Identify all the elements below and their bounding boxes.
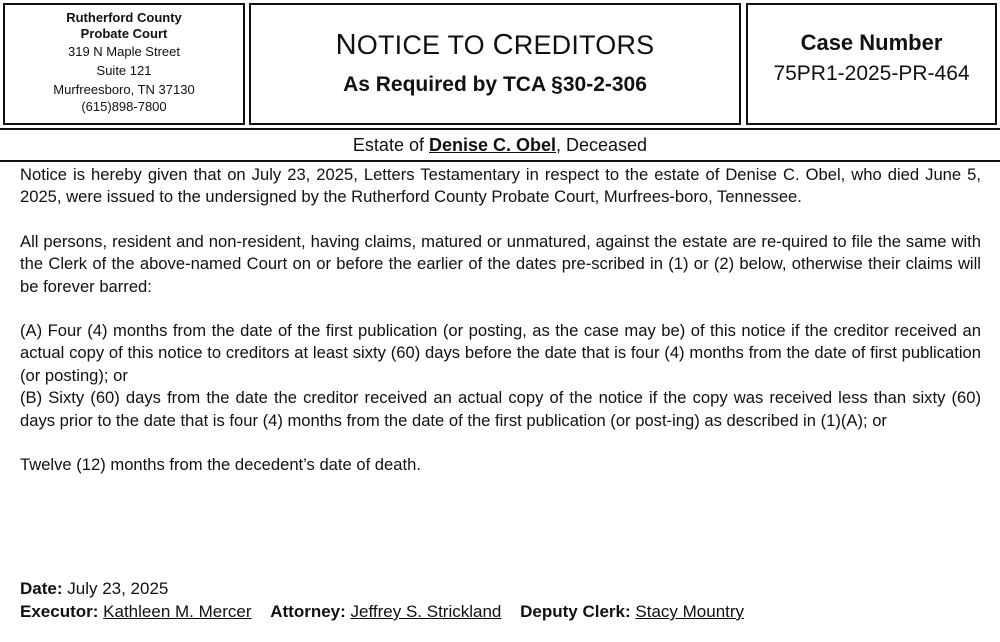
court-suite: Suite 121 <box>96 63 152 78</box>
paragraph-option-a: (A) Four (4) months from the date of the first publication (or posting, as the case may be) of this notice if the creditor received an actual copy of this notice to creditors at least sixty (60) days before the date that is four (4) months from the date of first publication (or posting); or <box>20 321 981 385</box>
signatories-row <box>20 600 981 623</box>
divider-bottom <box>0 160 1000 162</box>
court-info-box <box>3 3 245 125</box>
attorney-label: Attorney: <box>270 602 346 621</box>
executor-name: Kathleen M. Mercer <box>103 602 252 621</box>
court-street: 319 N Maple Street <box>67 44 180 59</box>
date-value: July 23, 2025 <box>67 579 169 598</box>
court-city: Murfreesboro, TN 37130 <box>53 82 195 97</box>
court-name-line2: Probate Court <box>80 26 168 41</box>
court-name-line1: Rutherford County <box>66 10 182 25</box>
signature-footer <box>20 577 981 623</box>
decedent-name: Denise C. Obel <box>428 135 557 155</box>
court-phone: (615)898-7800 <box>81 99 167 114</box>
date-label: Date: <box>20 579 63 598</box>
divider-top <box>0 128 1000 130</box>
estate-line: Estate of Denise C. Obel, Deceased <box>352 135 648 155</box>
notice-body <box>20 164 981 498</box>
notice-title: NOTICE TO CREDITORS <box>335 29 655 61</box>
case-number-label: Case Number <box>800 30 943 55</box>
notice-title-box <box>249 3 741 125</box>
case-number-box <box>746 3 997 125</box>
deputy-clerk-name: Stacy Mountry <box>635 602 745 621</box>
attorney-name: Jeffrey S. Strickland <box>350 602 502 621</box>
notice-subtitle: As Required by TCA §30-2-306 <box>343 73 647 96</box>
paragraph-twelve-months: Twelve (12) months from the decedent’s date of death. <box>20 455 421 475</box>
paragraph-option-b: (B) Sixty (60) days from the date the creditor received an actual copy of the notice if the copy was received less than sixty (60) days prior to the date that is four (4) months from the date of the first publication (or post-ing) as described in (1)(A); or <box>20 388 981 430</box>
date-row <box>20 577 981 600</box>
paragraph-notice: Notice is hereby given that on July 23, 2025, Letters Testamentary in respect to the estate of Denise C. Obel, who died June 5, 2025, were issued to the undersigned by the Rutherford County Probate Court, Murfrees-boro, Tennessee. <box>20 165 981 207</box>
case-number-value: 75PR1-2025-PR-464 <box>773 62 970 85</box>
paragraph-claims: All persons, resident and non-resident, having claims, matured or unmatured, against the estate are re-quired to file the same with the Clerk of the above-named Court on or before the earlier of the dates pre-scribed in (1) or (2) below, otherwise their claims will be forever barred: <box>20 231 981 296</box>
executor-label: Executor: <box>20 602 99 621</box>
deputy-clerk-label: Deputy Clerk: <box>520 602 631 621</box>
